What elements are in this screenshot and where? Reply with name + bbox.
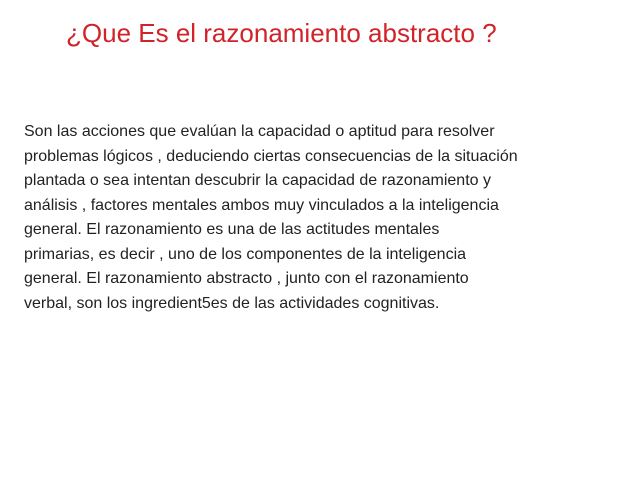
body-line: problemas lógicos , deduciendo ciertas consecuencias de la situación <box>24 147 518 165</box>
body-line: plantada o sea intentan descubrir la capacidad de razonamiento y <box>24 172 491 189</box>
body-line: general. El razonamiento es una de las actitudes mentales <box>24 221 440 238</box>
body-line: primarias, es decir , uno de los componentes de la inteligencia <box>24 245 467 263</box>
slide-title: ¿Que Es el razonamiento abstracto ? <box>66 18 497 48</box>
body-line: general. El razonamiento abstracto , junto con el razonamiento <box>24 270 469 287</box>
body-line: Son las acciones que evalúan la capacidad o aptitud para resolver <box>24 123 495 140</box>
slide-body <box>24 120 634 316</box>
body-line: verbal, son los ingredient5es de las actividades cognitivas. <box>24 294 440 312</box>
body-line: análisis , factores mentales ambos muy vinculados a la inteligencia <box>24 196 499 214</box>
